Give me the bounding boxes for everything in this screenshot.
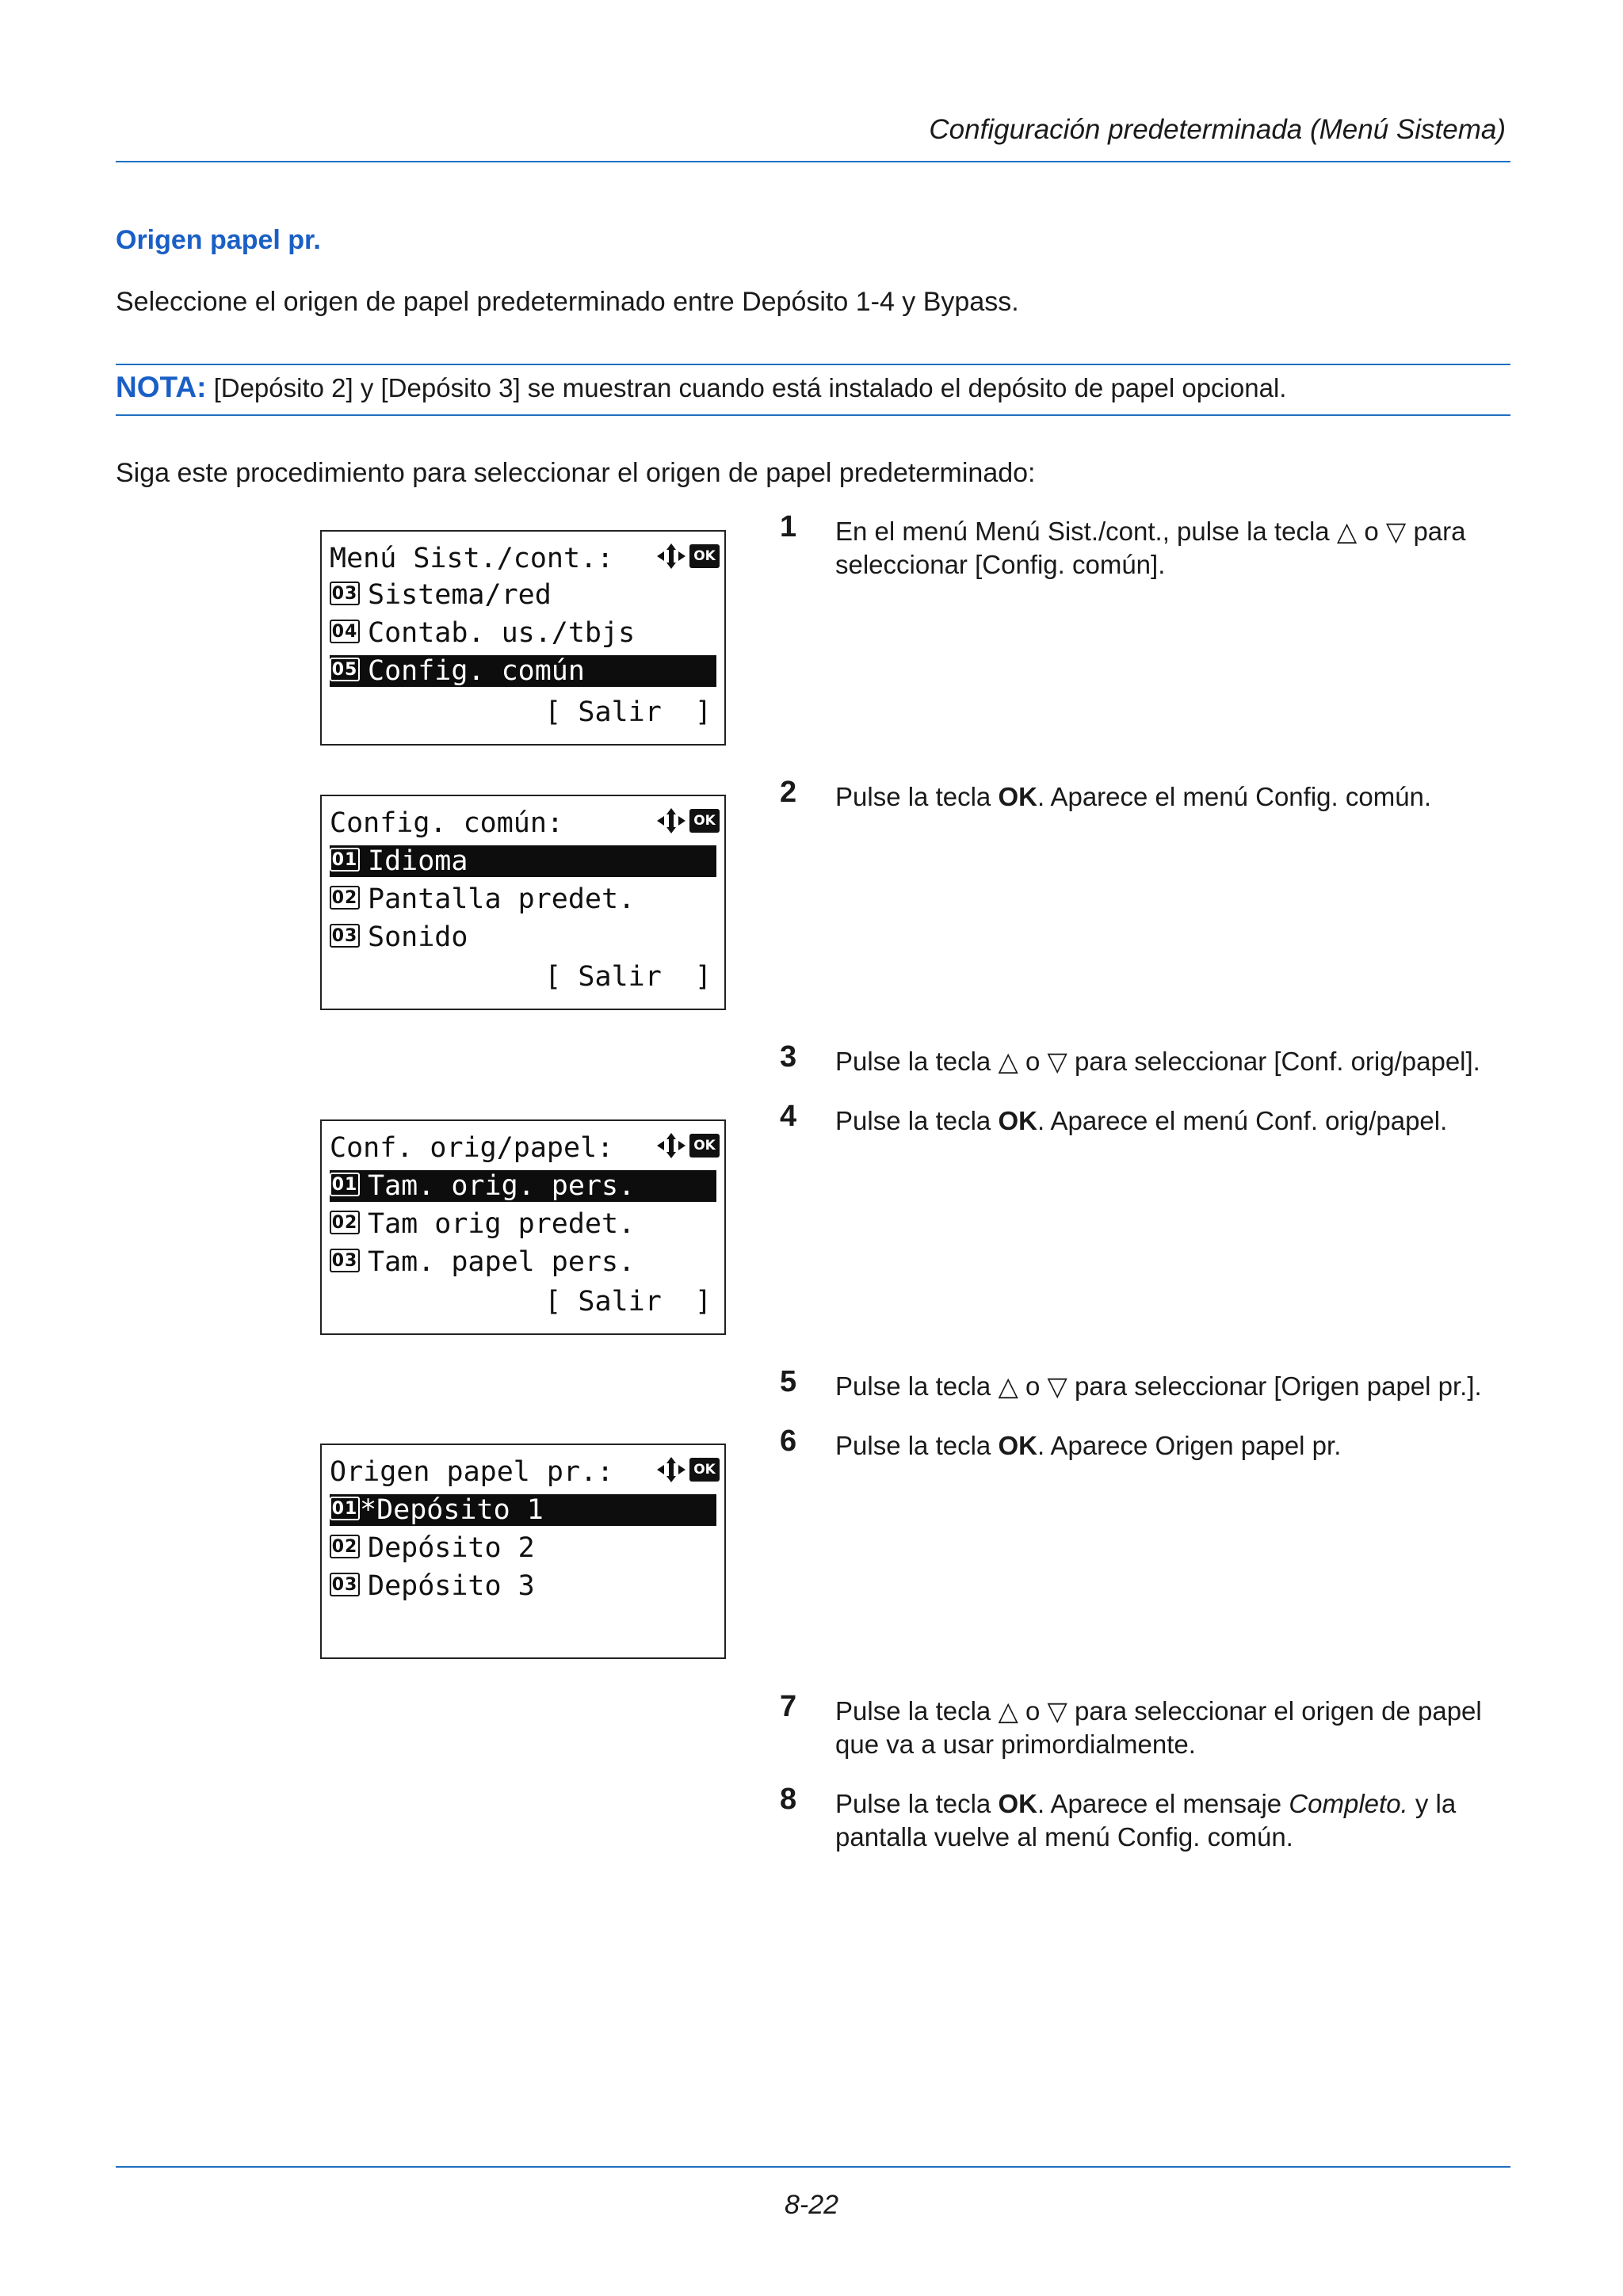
step-text: En el menú Menú Sist./cont., pulse la tecla △ o ▽ para seleccionar [Config. común]. [835,517,1466,579]
item-label: Tam orig predet. [368,1208,636,1240]
item-number: 02 [330,1211,360,1234]
step-4 [780,1100,1517,1138]
procedure-intro: Siga este procedimiento para seleccionar el origen de papel predeterminado: [116,458,1036,488]
item-label: Sonido [368,921,468,953]
step-text: Pulse la tecla △ o ▽ para seleccionar [Conf. orig/papel]. [835,1047,1480,1076]
step-text: Pulse la tecla OK. Aparece Origen papel pr. [835,1431,1342,1460]
item-number: 02 [330,886,360,910]
ok-key-icon: OK [689,1458,720,1482]
lcd-item [330,1532,716,1564]
arrow-keys-icon [655,1132,687,1159]
step-number: 4 [780,1100,797,1133]
arrow-keys-icon [655,1456,687,1483]
section-intro: Seleccione el origen de papel predeterminado entre Depósito 1-4 y Bypass. [116,287,1019,317]
arrow-keys-icon [655,543,687,570]
lcd-item [330,1570,716,1602]
nav-keys [655,543,720,570]
lcd-item-selected [330,655,716,687]
step-5 [780,1365,1517,1403]
exit-softkey: [ Salir ] [544,696,712,728]
lcd-item-selected [330,845,716,877]
step-1 [780,510,1517,582]
step-text: Pulse la tecla OK. Aparece el menú Conf. orig/papel. [835,1106,1448,1135]
item-number: 01 [330,848,360,871]
step-number: 7 [780,1690,797,1723]
item-label: Depósito 2 [368,1532,535,1564]
lcd-item [330,579,716,611]
lcd-item-selected [330,1494,716,1526]
lcd-item [330,617,716,649]
step-8 [780,1783,1517,1854]
step-7 [780,1690,1517,1761]
item-number: 03 [330,1573,360,1596]
exit-softkey: [ Salir ] [544,1286,712,1318]
item-number: 03 [330,1249,360,1272]
note-label: NOTA: [116,371,207,403]
ok-key-icon: OK [689,1134,720,1158]
item-number: 03 [330,582,360,605]
ok-key-icon: OK [689,544,720,568]
step-6 [780,1425,1517,1463]
note-text: [Depósito 2] y [Depósito 3] se muestran cuando está instalado el depósito de papel opcional. [213,373,1287,402]
ok-key-icon: OK [689,809,720,833]
step-text: Pulse la tecla OK. Aparece el mensaje Completo. y la pantalla vuelve al menú Config. común. [835,1789,1457,1852]
lcd-title: Menú Sist./cont.: [330,543,614,574]
item-number: 05 [330,658,360,681]
completed-message: Completo. [1289,1789,1408,1818]
item-label: Idioma [368,845,468,877]
step-number: 8 [780,1783,797,1816]
header-title: Configuración predeterminada (Menú Sistema) [929,114,1506,145]
step-text: Pulse la tecla △ o ▽ para seleccionar el origen de papel que va a usar primordialmente. [835,1696,1482,1759]
step-2 [780,776,1517,814]
step-number: 3 [780,1040,797,1074]
item-number: 01 [330,1173,360,1196]
lcd-screen-system-menu [320,530,726,746]
lcd-title: Conf. orig/papel: [330,1132,614,1164]
item-number: 02 [330,1535,360,1558]
item-label: Config. común [368,655,585,687]
step-number: 2 [780,776,797,809]
item-label: Tam. papel pers. [368,1246,636,1278]
item-label: Pantalla predet. [368,883,636,915]
nav-keys [655,1132,720,1159]
step-number: 6 [780,1425,797,1458]
note-rule-bottom [116,414,1510,416]
item-number: 03 [330,924,360,948]
footer-rule [116,2166,1510,2168]
lcd-item [330,921,716,953]
item-label: Tam. orig. pers. [368,1170,636,1202]
lcd-screen-common-settings [320,795,726,1010]
item-label: *Depósito 1 [360,1494,544,1526]
step-text: Pulse la tecla △ o ▽ para seleccionar [Origen papel pr.]. [835,1371,1482,1401]
step-number: 5 [780,1365,797,1398]
lcd-item-selected [330,1170,716,1202]
header-rule [116,161,1510,162]
nav-keys [655,807,720,834]
lcd-item [330,883,716,915]
note [116,371,1286,404]
ok-key-label: OK [998,1106,1037,1135]
ok-key-label: OK [998,1431,1037,1460]
lcd-title: Origen papel pr.: [330,1456,614,1488]
exit-softkey: [ Salir ] [544,961,712,993]
arrow-keys-icon [655,807,687,834]
lcd-title: Config. común: [330,807,564,839]
note-rule-top [116,364,1510,365]
nav-keys [655,1456,720,1483]
lcd-screen-default-paper-source [320,1444,726,1659]
lcd-item [330,1246,716,1278]
lcd-item [330,1208,716,1240]
item-number: 01 [330,1497,360,1520]
step-3 [780,1040,1517,1078]
step-text: Pulse la tecla OK. Aparece el menú Config. común. [835,782,1432,811]
ok-key-label: OK [998,782,1037,811]
item-label: Sistema/red [368,579,552,611]
item-label: Contab. us./tbjs [368,617,636,649]
page-number: 8-22 [784,2190,839,2220]
section-title: Origen papel pr. [116,225,321,255]
item-label: Depósito 3 [368,1570,535,1602]
item-number: 04 [330,620,360,643]
step-number: 1 [780,510,797,543]
ok-key-label: OK [998,1789,1037,1818]
lcd-screen-orig-paper [320,1119,726,1335]
